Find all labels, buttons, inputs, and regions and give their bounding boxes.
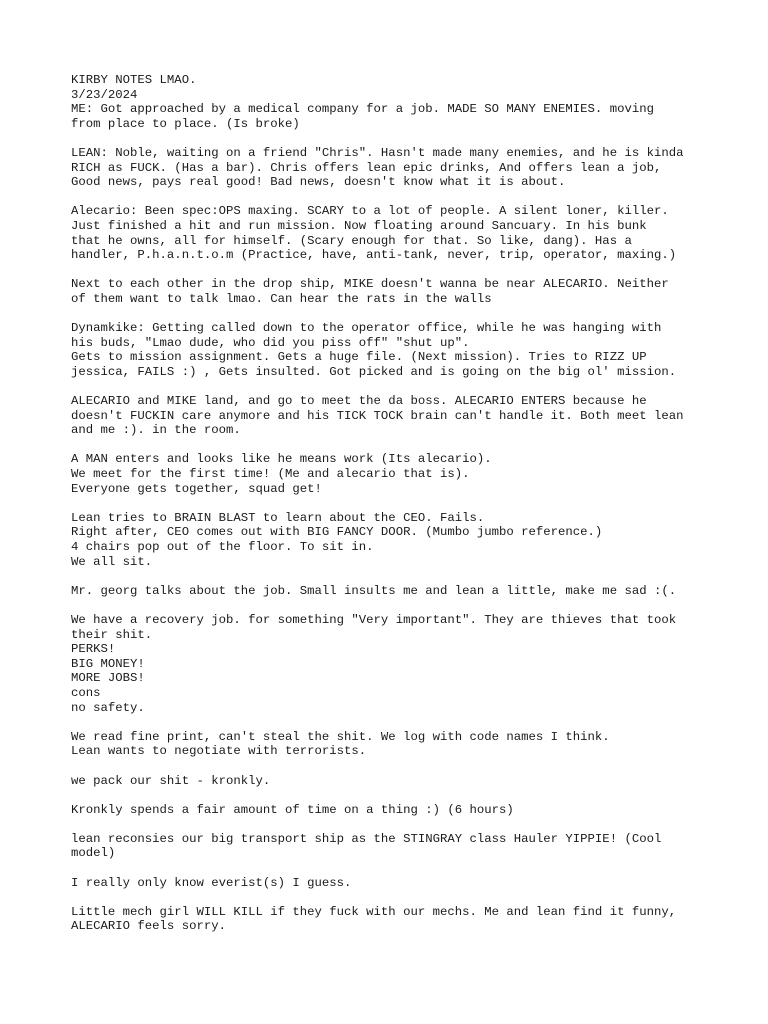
paragraph bbox=[71, 832, 711, 861]
text-line: ALECARIO feels sorry. bbox=[71, 919, 226, 934]
text-line: I really only know everist(s) I guess. bbox=[71, 875, 352, 890]
paragraph bbox=[71, 102, 711, 131]
text-line: 4 chairs pop out of the floor. To sit in. bbox=[71, 540, 374, 554]
paragraph bbox=[71, 905, 711, 934]
text-line: MORE JOBS! bbox=[71, 671, 145, 686]
document-body bbox=[71, 102, 711, 934]
paragraph bbox=[71, 277, 711, 306]
text-line: jessica, FAILS :) , Gets insulted. Got picked and is going on the big ol' mission. bbox=[71, 364, 677, 379]
paragraph bbox=[71, 511, 711, 569]
paragraph bbox=[71, 730, 711, 759]
text-line: that he owns, all for himself. (Scary enough for that. So like, dang). Has a bbox=[71, 233, 632, 248]
paragraph bbox=[71, 146, 711, 190]
text-line: We read fine print, can't steal the shit. We log with code names I think. bbox=[71, 729, 610, 744]
text-line: Next to each other in the drop ship, MIKE doesn't wanna be near ALECARIO. Neither bbox=[71, 277, 669, 292]
text-line: ALECARIO and MIKE land, and go to meet the da boss. ALECARIO ENTERS because he bbox=[71, 394, 647, 409]
paragraph bbox=[71, 394, 711, 438]
text-line: Good news, pays real good! Bad news, doesn't know what it is about. bbox=[71, 175, 566, 190]
paragraph bbox=[71, 584, 711, 599]
document-page bbox=[71, 73, 711, 949]
paragraph bbox=[71, 204, 711, 262]
text-line: Everyone gets together, squad get! bbox=[71, 481, 322, 496]
paragraph bbox=[71, 321, 711, 379]
text-line: of them want to talk lmao. Can hear the rats in the walls bbox=[71, 291, 492, 306]
paragraph bbox=[71, 803, 711, 818]
text-line: PERKS! bbox=[71, 642, 116, 657]
text-line: BIG MONEY! bbox=[71, 656, 145, 671]
text-line: We have a recovery job. for something "Very important". They are thieves that took bbox=[71, 612, 677, 627]
text-line: Little mech girl WILL KILL if they fuck with our mechs. Me and lean find it funny, bbox=[71, 904, 677, 919]
text-line: Kronkly spends a fair amount of time on a thing :) (6 hours) bbox=[71, 802, 514, 817]
text-line: doesn't FUCKIN care anymore and his TICK TOCK brain can't handle it. Both meet lean bbox=[71, 408, 684, 423]
text-line: Lean wants to negotiate with terrorists. bbox=[71, 744, 367, 759]
text-line: Just finished a hit and run mission. Now floating around Sancuary. In his bunk bbox=[71, 218, 647, 233]
paragraph bbox=[71, 613, 711, 715]
text-line: Lean tries to BRAIN BLAST to learn about the CEO. Fails. bbox=[71, 510, 485, 525]
text-line: we pack our shit - kronkly. bbox=[71, 773, 271, 788]
text-line: their shit. bbox=[71, 627, 153, 642]
paragraph bbox=[71, 876, 711, 891]
text-line: Mr. georg talks about the job. Small insults me and lean a little, make me sad :(. bbox=[71, 583, 677, 598]
text-line: We all sit. bbox=[71, 554, 153, 569]
text-line: Gets to mission assignment. Gets a huge file. (Next mission). Tries to RIZZ UP bbox=[71, 350, 647, 365]
text-line: A MAN enters and looks like he means work (Its alecario). bbox=[71, 452, 492, 467]
text-line: model) bbox=[71, 846, 116, 861]
text-line: ME: Got approached by a medical company for a job. MADE SO MANY ENEMIES. moving bbox=[71, 102, 654, 117]
paragraph bbox=[71, 452, 711, 496]
text-line: no safety. bbox=[71, 700, 145, 715]
text-line: We meet for the first time! (Me and alecario that is). bbox=[71, 467, 470, 482]
text-line: and me :). in the room. bbox=[71, 423, 241, 438]
text-line: handler, P.h.a.n.t.o.m (Practice, have, anti-tank, never, trip, operator, maxing.) bbox=[71, 248, 677, 263]
text-line: Right after, CEO comes out with BIG FANCY DOOR. (Mumbo jumbo reference.) bbox=[71, 525, 603, 540]
document-title: KIRBY NOTES LMAO. bbox=[71, 73, 197, 87]
text-line: Dynamkike: Getting called down to the operator office, while he was hanging with bbox=[71, 321, 662, 336]
text-line: Alecario: Been spec:OPS maxing. SCARY to a lot of people. A silent loner, killer. bbox=[71, 204, 669, 219]
text-line: his buds, "Lmao dude, who did you piss off" "shut up". bbox=[71, 335, 470, 350]
text-line: cons bbox=[71, 685, 101, 700]
text-line: RICH as FUCK. (Has a bar). Chris offers lean epic drinks, And offers lean a job, bbox=[71, 160, 662, 175]
paragraph bbox=[71, 774, 711, 789]
text-line: LEAN: Noble, waiting on a friend "Chris". Hasn't made many enemies, and he is kinda bbox=[71, 145, 684, 160]
text-line: from place to place. (Is broke) bbox=[71, 116, 300, 131]
document-date: 3/23/2024 bbox=[71, 87, 138, 102]
text-line: lean reconsies our big transport ship as the STINGRAY class Hauler YIPPIE! (Cool bbox=[71, 831, 662, 846]
